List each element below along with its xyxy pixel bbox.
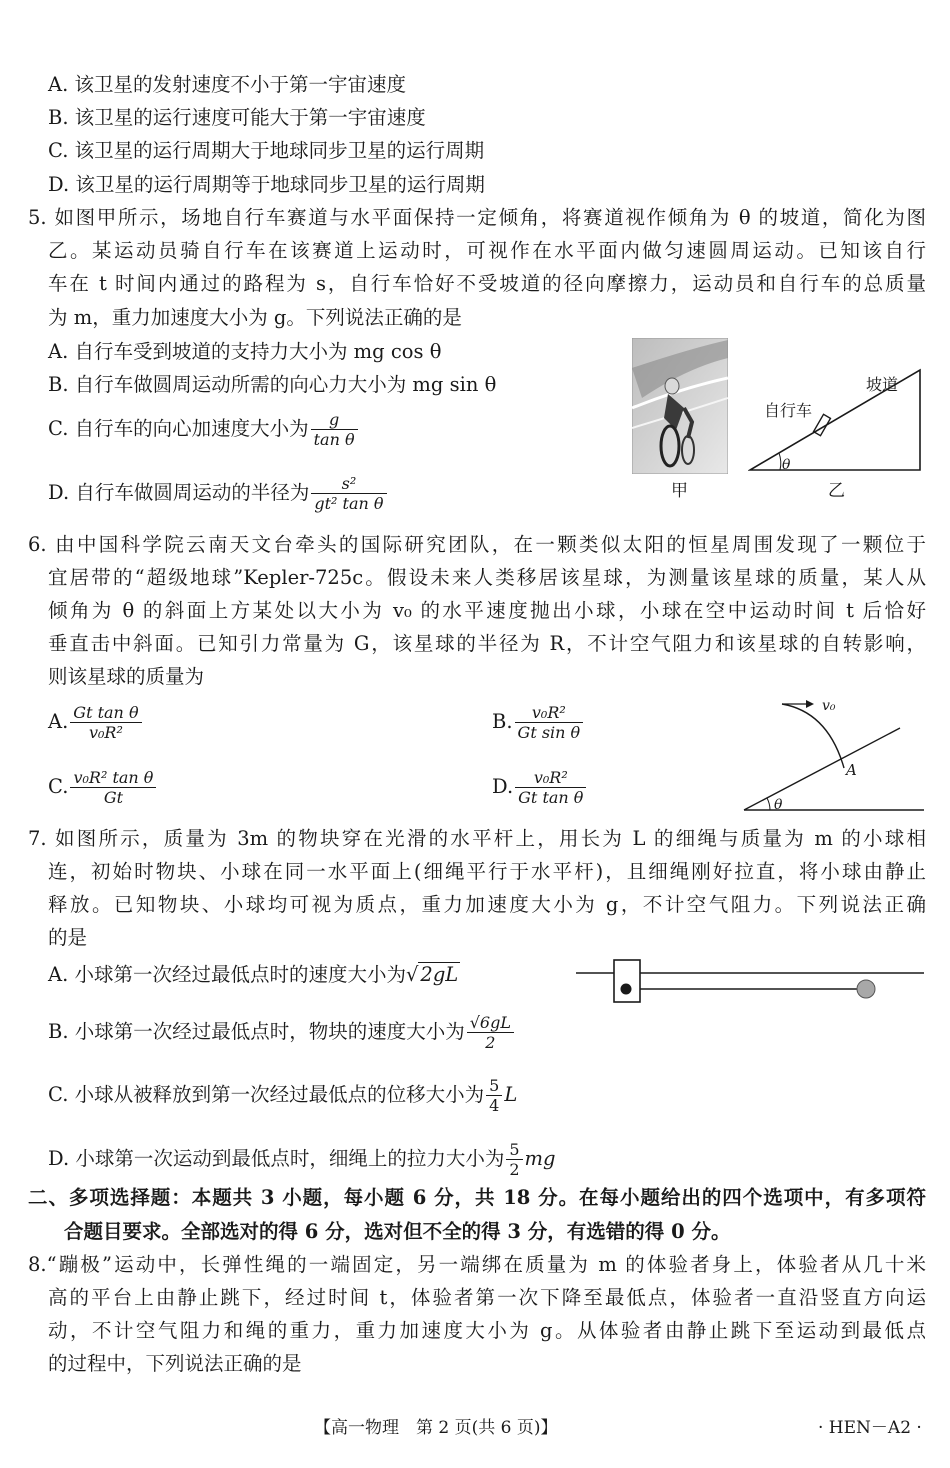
q5-label-bike: 自行车	[764, 401, 813, 420]
q5-figure-slope-caption: 乙	[828, 481, 845, 501]
q6-option-d-fraction	[515, 768, 586, 807]
q8-stem-line-4: 的过程中，下列说法正确的是	[48, 1352, 302, 1375]
q8-stem-line-1: 8.“蹦极”运动中，长弹性绳的一端固定，另一端绑在质量为 m 的体验者身上，体验者从几十米	[28, 1253, 926, 1276]
q7-option-b-text: B. 小球第一次经过最低点时，物块的速度大小为	[48, 1020, 465, 1043]
q6-option-b-fraction	[515, 703, 584, 742]
q7-option-a	[48, 962, 460, 988]
q4-option-a: A. 该卫星的发射速度不小于第一宇宙速度	[48, 73, 406, 96]
q7-stem-line-2: 连，初始时物块、小球在同一水平面上(细绳平行于水平杆)，且细绳刚好拉直，将小球由静止	[48, 860, 926, 883]
section-2-heading-line-1: 二、多项选择题：本题共 3 小题，每小题 6 分，共 18 分。在每小题给出的四个选项中，有多项符	[28, 1186, 926, 1209]
q6-option-a-label: A.	[48, 710, 69, 733]
q5-stem-line-3: 车在 t 时间内通过的路程为 s，自行车恰好不受坡道的径向摩擦力，运动员和自行车的总质量	[48, 272, 926, 295]
q5-option-c-fraction	[311, 410, 358, 449]
q8-stem-line-3: 动，不计空气阻力和绳的重力，重力加速度大小为 g。从体验者由静止跳下至运动到最低点	[48, 1319, 926, 1342]
q5-label-slope: 坡道	[866, 375, 899, 394]
q6-option-c-fraction	[70, 768, 156, 807]
fraction-numerator: v₀R²	[515, 703, 584, 723]
page-footer-code: · HEN－A2 ·	[818, 1418, 922, 1438]
fraction-denominator: gt² tan θ	[314, 494, 384, 513]
q4-option-c: C. 该卫星的运行周期大于地球同步卫星的运行周期	[48, 139, 485, 162]
fraction-denominator: 2	[485, 1033, 496, 1052]
fraction-numerator: √6gL	[467, 1013, 514, 1033]
q7-option-b	[48, 1013, 516, 1052]
fraction-denominator: tan θ	[313, 430, 355, 449]
q7-option-a-radicand: 2gL	[420, 963, 459, 986]
q5-option-b: B. 自行车做圆周运动所需的向心力大小为 mg sin θ	[48, 373, 497, 396]
q6-option-a-fraction	[70, 703, 141, 742]
fraction-denominator: 4	[489, 1096, 500, 1115]
q6-stem-line-4: 垂直击中斜面。已知引力常量为 G，该星球的半径为 R，不计空气阻力和该星球的自转影响，	[48, 632, 926, 655]
q5-figure-photo-caption: 甲	[671, 481, 688, 501]
fraction-numerator: 5	[506, 1140, 522, 1160]
q5-stem-line-4: 为 m，重力加速度大小为 g。下列说法正确的是	[48, 306, 462, 329]
q6-option-c-label: C.	[48, 775, 69, 798]
q5-figure-photo	[632, 338, 728, 474]
q6-option-a	[48, 703, 144, 742]
q7-option-b-fraction	[467, 1013, 514, 1052]
q6-stem-line-1: 6. 由中国科学院云南天文台牵头的国际研究团队，在一颗类似太阳的恒星周围发现了一颗位于	[28, 533, 926, 556]
fraction-denominator: Gt sin θ	[517, 723, 581, 742]
fraction-numerator: 5	[486, 1076, 502, 1096]
section-2-heading-line-2: 合题目要求。全部选对的得 6 分，选对但不全的得 3 分，有选错的得 0 分。	[64, 1220, 731, 1243]
q5-stem-line-1: 5. 如图甲所示，场地自行车赛道与水平面保持一定倾角，将赛道视作倾角为 θ 的坡道，简化为图	[28, 206, 926, 229]
fraction-denominator: 2	[509, 1160, 520, 1179]
fraction-denominator: v₀R²	[88, 723, 123, 742]
fraction-numerator: s²	[311, 474, 386, 494]
q7-option-d-text: D. 小球第一次运动到最低点时，细绳上的拉力大小为	[48, 1147, 505, 1170]
q6-option-b	[492, 703, 585, 742]
q5-option-c	[48, 410, 360, 449]
q4-option-b: B. 该卫星的运行速度可能大于第一宇宙速度	[48, 106, 426, 129]
q7-option-a-text: A. 小球第一次经过最低点时的速度大小为	[48, 963, 406, 986]
q5-option-c-text: C. 自行车的向心加速度大小为	[48, 417, 309, 440]
fraction-numerator: v₀R²	[515, 768, 586, 788]
q6-stem-line-2: 宜居带的“超级地球”Kepler-725c。假设未来人类移居该星球，为测量该星球的质量，某人从	[48, 566, 926, 589]
q7-option-d	[48, 1140, 556, 1179]
q6-label-v0: v₀	[822, 698, 836, 714]
q6-option-c	[48, 768, 158, 807]
q6-option-d	[492, 768, 588, 807]
q7-option-d-fraction	[506, 1140, 522, 1179]
q6-label-theta: θ	[774, 797, 783, 813]
q7-option-c-text: C. 小球从被释放到第一次经过最低点的位移大小为	[48, 1083, 485, 1106]
q7-stem-line-4: 的是	[48, 926, 88, 949]
q7-option-c-tail: L	[504, 1083, 518, 1106]
q6-option-b-label: B.	[492, 710, 513, 733]
q6-option-d-label: D.	[492, 775, 514, 798]
q5-stem-line-2: 乙。某运动员骑自行车在该赛道上运动时，可视作在水平面内做匀速圆周运动。已知该自行	[48, 239, 926, 262]
fraction-numerator: v₀R² tan θ	[70, 768, 156, 788]
page-footer-title: 【高一物理 第 2 页(共 6 页)】	[314, 1418, 558, 1438]
sqrt-symbol: √	[405, 963, 419, 986]
q7-option-c-fraction	[486, 1076, 502, 1115]
q6-stem-line-3: 倾角为 θ 的斜面上方某处以大小为 v₀ 的水平速度抛出小球，小球在空中运动时间 t 后恰好	[48, 599, 926, 622]
q4-option-d: D. 该卫星的运行周期等于地球同步卫星的运行周期	[48, 173, 485, 196]
q5-option-d-fraction	[311, 474, 386, 513]
q7-stem-line-3: 释放。已知物块、小球均可视为质点，重力加速度大小为 g，不计空气阻力。下列说法正确	[48, 893, 926, 916]
q7-option-c	[48, 1076, 517, 1115]
fraction-numerator: g	[311, 410, 358, 430]
q8-stem-line-2: 高的平台上由静止跳下，经过时间 t，体验者第一次下降至最低点，体验者一直沿竖直方向运	[48, 1286, 926, 1309]
q5-option-d-text: D. 自行车做圆周运动的半径为	[48, 481, 310, 504]
q7-option-d-tail: mg	[524, 1147, 556, 1170]
q5-label-theta: θ	[782, 457, 791, 473]
q5-option-a: A. 自行车受到坡道的支持力大小为 mg cos θ	[48, 340, 442, 363]
fraction-denominator: Gt	[103, 788, 124, 807]
q6-label-point-a: A	[846, 761, 857, 779]
fraction-denominator: Gt tan θ	[518, 788, 584, 807]
q7-stem-line-1: 7. 如图所示，质量为 3m 的物块穿在光滑的水平杆上，用长为 L 的细绳与质量为 m 的小球相	[28, 827, 926, 850]
q7-figure-rod	[574, 956, 926, 1006]
fraction-numerator: Gt tan θ	[70, 703, 141, 723]
q5-option-d	[48, 474, 389, 513]
q6-stem-line-5: 则该星球的质量为	[48, 665, 205, 688]
